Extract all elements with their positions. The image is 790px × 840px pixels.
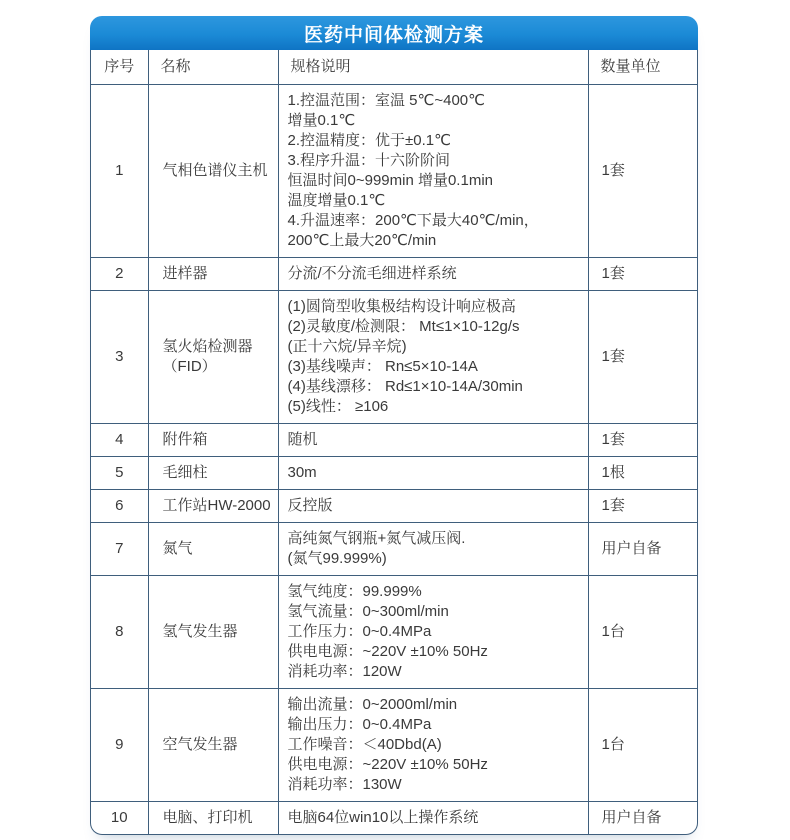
spec-line: 输出压力：0~0.4MPa <box>287 715 432 733</box>
table-row <box>91 84 698 257</box>
spec-line: 温度增量0.1℃ <box>287 191 386 209</box>
row-number: 7 <box>91 522 148 575</box>
item-spec <box>278 688 588 801</box>
item-spec <box>278 84 588 257</box>
spec-line: 消耗功率：120W <box>287 662 402 680</box>
spec-line: 输出流量：0~2000ml/min <box>287 695 458 713</box>
row-number: 8 <box>91 575 148 688</box>
item-quantity: 1根 <box>588 456 698 489</box>
item-spec <box>278 575 588 688</box>
spec-line: 高纯氮气钢瓶+氮气减压阀. <box>287 529 466 547</box>
spec-line: 分流/不分流毛细进样系统 <box>287 264 457 282</box>
spec-line: 消耗功率：130W <box>287 775 402 793</box>
row-number: 6 <box>91 489 148 522</box>
column-header-name: 名称 <box>148 50 278 84</box>
item-name: 工作站HW-2000 <box>148 489 278 522</box>
item-spec <box>278 522 588 575</box>
table-body <box>91 84 698 834</box>
item-spec <box>278 801 588 834</box>
spec-line: 4.升温速率：200℃下最大40℃/min， <box>287 211 539 229</box>
row-number: 9 <box>91 688 148 801</box>
item-name: 附件箱 <box>148 423 278 456</box>
spec-line: (氮气99.999%) <box>287 549 387 567</box>
spec-line: 3.程序升温：十六阶阶间 <box>287 151 451 169</box>
spec-line: 氢气纯度：99.999% <box>287 582 422 600</box>
detection-plan-card <box>90 16 698 835</box>
spec-table <box>91 50 698 834</box>
item-name: 气相色谱仪主机 <box>148 84 278 257</box>
spec-line: (2)灵敏度/检测限： Mt≤1×10-12g/s <box>287 317 520 335</box>
row-number: 4 <box>91 423 148 456</box>
item-quantity: 1台 <box>588 688 698 801</box>
spec-line: 反控版 <box>287 496 333 514</box>
spec-line: 电脑64位win10以上操作系统 <box>287 808 479 826</box>
item-quantity: 1台 <box>588 575 698 688</box>
spec-line: 恒温时间0~999min 增量0.1min <box>287 171 493 189</box>
item-quantity: 1套 <box>588 489 698 522</box>
item-spec <box>278 257 588 290</box>
table-header-row <box>91 50 698 84</box>
row-number: 1 <box>91 84 148 257</box>
row-number: 3 <box>91 290 148 423</box>
row-number: 10 <box>91 801 148 834</box>
item-name: 空气发生器 <box>148 688 278 801</box>
table-row <box>91 290 698 423</box>
item-quantity: 用户自备 <box>588 801 698 834</box>
page-title: 医药中间体检测方案 <box>303 24 484 46</box>
item-spec <box>278 423 588 456</box>
spec-line: (3)基线噪声： Rn≤5×10-14A <box>287 357 478 375</box>
spec-line: 供电电源：~220V ±10% 50Hz <box>287 755 488 773</box>
item-name: 电脑、打印机 <box>148 801 278 834</box>
spec-line: 随机 <box>287 430 318 448</box>
row-number: 2 <box>91 257 148 290</box>
item-quantity: 1套 <box>588 84 698 257</box>
spec-line: 供电电源：~220V ±10% 50Hz <box>287 642 488 660</box>
item-name: 毛细柱 <box>148 456 278 489</box>
spec-table-wrap <box>90 50 698 835</box>
spec-line: 工作噪音：＜40Dbd(A) <box>287 735 442 753</box>
item-name: 氮气 <box>148 522 278 575</box>
table-row <box>91 801 698 834</box>
spec-line: (正十六烷/异辛烷) <box>287 337 407 355</box>
item-quantity: 1套 <box>588 423 698 456</box>
item-name: 氢气发生器 <box>148 575 278 688</box>
column-header-no: 序号 <box>91 50 148 84</box>
table-row <box>91 489 698 522</box>
spec-line: 200℃上最大20℃/min <box>287 231 437 249</box>
spec-line: 1.控温范围：室温 5℃~400℃ <box>287 91 485 109</box>
item-quantity: 用户自备 <box>588 522 698 575</box>
spec-line: 工作压力：0~0.4MPa <box>287 622 432 640</box>
table-row <box>91 575 698 688</box>
item-spec <box>278 489 588 522</box>
spec-line: 30m <box>287 463 317 481</box>
table-row <box>91 688 698 801</box>
table-title-bar <box>90 16 698 50</box>
item-name: 进样器 <box>148 257 278 290</box>
item-quantity: 1套 <box>588 290 698 423</box>
table-row <box>91 456 698 489</box>
item-spec <box>278 456 588 489</box>
spec-line: (1)圆筒型收集极结构设计响应极高 <box>287 297 516 315</box>
spec-line: (4)基线漂移： Rd≤1×10-14A/30min <box>287 377 523 395</box>
spec-line: 增量0.1℃ <box>287 111 356 129</box>
spec-line: (5)线性： ≥106 <box>287 397 389 415</box>
table-row <box>91 423 698 456</box>
table-row <box>91 522 698 575</box>
spec-line: 氢气流量：0~300ml/min <box>287 602 449 620</box>
item-spec <box>278 290 588 423</box>
column-header-qty: 数量单位 <box>588 50 698 84</box>
item-name: 氢火焰检测器（FID） <box>148 290 278 423</box>
column-header-spec: 规格说明 <box>278 50 588 84</box>
item-quantity: 1套 <box>588 257 698 290</box>
table-row <box>91 257 698 290</box>
row-number: 5 <box>91 456 148 489</box>
spec-line: 2.控温精度：优于±0.1℃ <box>287 131 451 149</box>
